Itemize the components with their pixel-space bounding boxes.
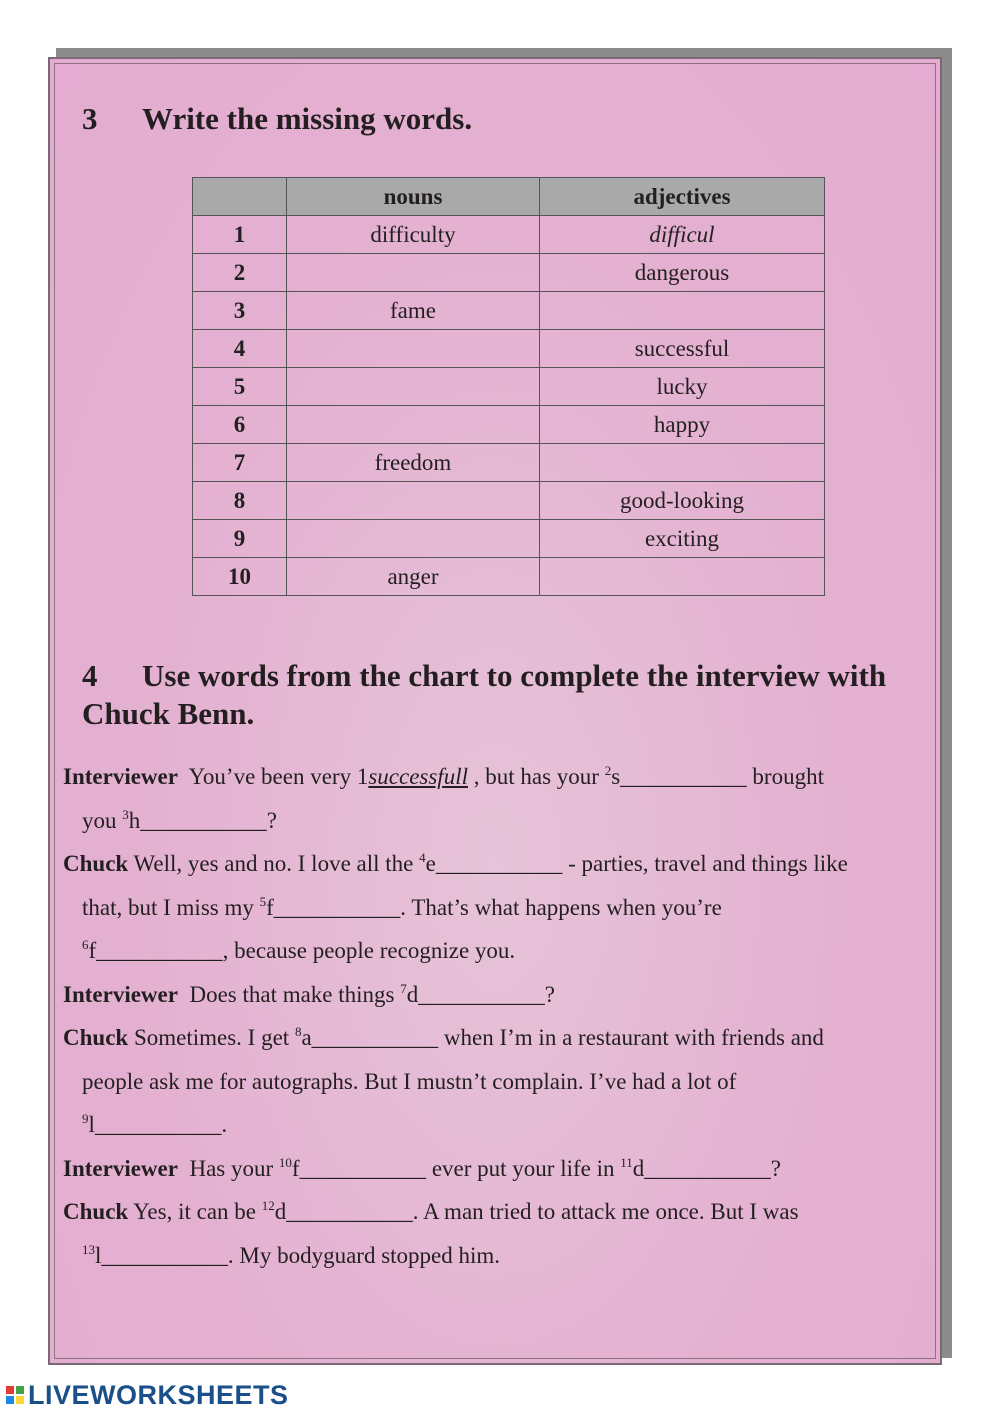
table-header-adjectives: adjectives [540,178,825,216]
answer-blank-4[interactable]: ___________ [435,851,563,876]
exercise-3-heading: 3 Write the missing words. [82,101,473,136]
liveworksheets-logo[interactable]: LIVEWORKSHEETS [6,1380,289,1410]
speaker-chuck: Chuck [63,1025,129,1050]
table-row: 4 successful [193,330,825,368]
dialog-line: Interviewer Has your $^{10}$f___________ ever put your life in $^{11}$d___________? [63,1154,781,1181]
dialog-line: Chuck Yes, it can be $^{12}$d___________. A man tried to attack me once. But I was [63,1198,799,1224]
dialog-line: Chuck Sometimes. I get $^8$a___________ when I’m in a restaurant with friends and [63,1024,824,1050]
table-row: 8 good-looking [193,482,825,520]
answer-blank-13[interactable]: ___________ [101,1242,228,1268]
answer-blank-5[interactable]: ___________ [273,894,401,920]
answer-blank-3[interactable]: ___________ [140,807,267,833]
answer-cell[interactable] [287,368,540,406]
words-table [192,177,825,596]
answer-blank-2[interactable]: ___________ [620,764,747,789]
speaker-interviewer: Interviewer [63,1155,178,1181]
dialog-line: Interviewer Does that make things $^7$d___________? [63,980,555,1007]
answer-cell[interactable] [540,292,825,330]
answer-blank-11[interactable]: ___________ [644,1155,771,1181]
answer-blank-8[interactable]: ___________ [311,1025,439,1050]
dialog-line: Interviewer You’ve been very 1successfull , but has your $^2$s___________ brought [63,763,824,789]
answer-cell[interactable] [287,520,540,558]
answer-cell[interactable] [287,254,540,292]
exercise-4-heading: 4 Use words from the chart to complete the interview with Chuck Benn. [82,658,887,731]
answer-blank-7[interactable]: ___________ [418,981,545,1007]
answer-cell[interactable] [287,330,540,368]
table-header-nouns: nouns [287,178,540,216]
table-row: 7 freedom [193,444,825,482]
answer-blank-10[interactable]: ___________ [299,1155,427,1181]
table-row: 1 difficulty difficul [193,216,825,254]
answer-cell[interactable] [540,444,825,482]
dialog-line: you $^3$h___________? [82,806,277,833]
answer-blank-6[interactable]: ___________ [96,938,223,963]
logo-squares-icon [6,1386,24,1404]
table-row: 3 fame [193,292,825,330]
speaker-interviewer: Interviewer [63,764,178,789]
answer-cell[interactable] [287,406,540,444]
answer-1[interactable]: successfull [368,764,468,789]
dialog-line: Chuck Well, yes and no. I love all the $^4$e___________ - parties, travel and things like [63,850,848,876]
table-row: 9 exciting [193,520,825,558]
table-row: 10 anger [193,558,825,596]
dialog-line: people ask me for autographs. But I mustn’t complain. I’ve had a lot of [82,1068,737,1094]
table-row: 5 lucky [193,368,825,406]
table-header-number [193,178,287,216]
speaker-chuck: Chuck [63,851,129,876]
interview-dialog [63,755,933,1277]
speaker-interviewer: Interviewer [63,981,178,1007]
table-row: 2 dangerous [193,254,825,292]
dialog-line: $^{13}$l___________. My bodyguard stopped him. [82,1241,501,1268]
answer-blank-9[interactable]: ___________ [94,1112,222,1137]
table-row: 6 happy [193,406,825,444]
table-header-row [193,178,825,216]
speaker-chuck: Chuck [63,1199,129,1224]
answer-blank-12[interactable]: ___________ [286,1199,413,1224]
answer-cell[interactable] [540,558,825,596]
dialog-line: $^6$f___________, because people recognize you. [82,937,516,963]
answer-cell[interactable] [287,482,540,520]
dialog-line: that, but I miss my $^5$f___________. That’s what happens when you’re [82,893,722,920]
answer-cell[interactable]: difficul [540,216,825,254]
dialog-line: $^9$l___________. [82,1111,228,1137]
